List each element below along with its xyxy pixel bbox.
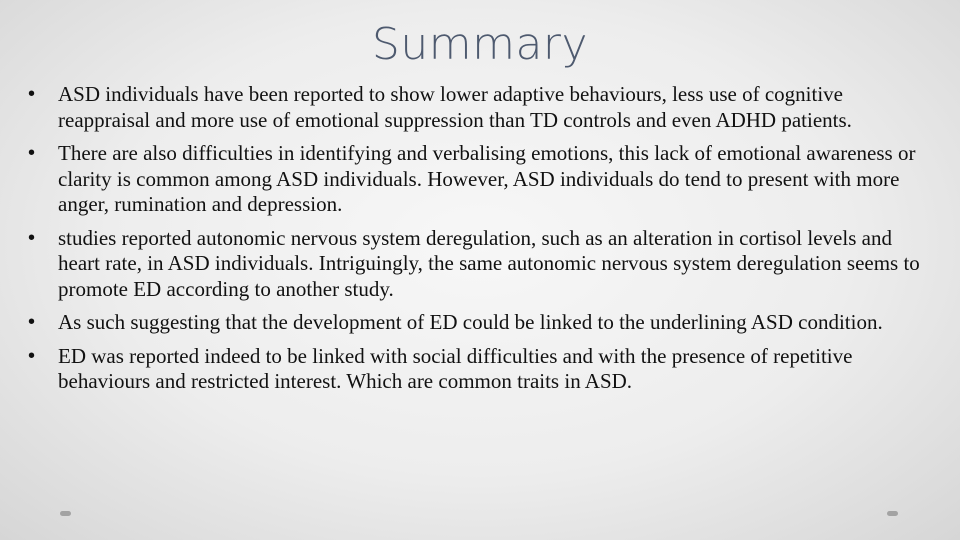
bullet-icon: • bbox=[28, 344, 36, 367]
bullet-icon: • bbox=[28, 226, 36, 249]
decorative-dot-left-icon bbox=[60, 511, 71, 516]
bullet-icon: • bbox=[28, 142, 36, 164]
bullet-item-4 bbox=[28, 310, 938, 336]
bullet-item-1 bbox=[28, 82, 938, 133]
bullet-item-3 bbox=[28, 226, 938, 303]
bullet-text: ASD individuals have been reported to show lower adaptive behaviours, less use of cognitive reappraisal and more use of emotional suppression than TD controls and even ADHD patients. bbox=[58, 82, 852, 132]
slide-title: Summary bbox=[371, 19, 589, 70]
bullet-text: There are also difficulties in identifying and verbalising emotions, this lack of emotional awareness or clarity is common among ASD individuals. However, ASD individuals do tend to present with more anger, rumination and depression. bbox=[58, 141, 916, 216]
bullet-text: ED was reported indeed to be linked with social difficulties and with the presence of repetitive behaviours and restricted interest. Which are common traits in ASD. bbox=[58, 343, 853, 393]
bullet-icon: • bbox=[28, 311, 36, 333]
bullet-list bbox=[28, 82, 938, 403]
bullet-icon: • bbox=[28, 83, 36, 105]
bullet-item-5 bbox=[28, 344, 938, 395]
decorative-dot-right-icon bbox=[887, 511, 898, 516]
bullet-text: As such suggesting that the development of ED could be linked to the underlining ASD condition. bbox=[58, 310, 883, 334]
bullet-text: studies reported autonomic nervous system deregulation, such as an alteration in cortisol levels and heart rate, in ASD individuals. Intriguingly, the same autonomic nervous system deregulation seems to promote ED according to another study. bbox=[58, 225, 920, 301]
bullet-item-2 bbox=[28, 141, 938, 218]
